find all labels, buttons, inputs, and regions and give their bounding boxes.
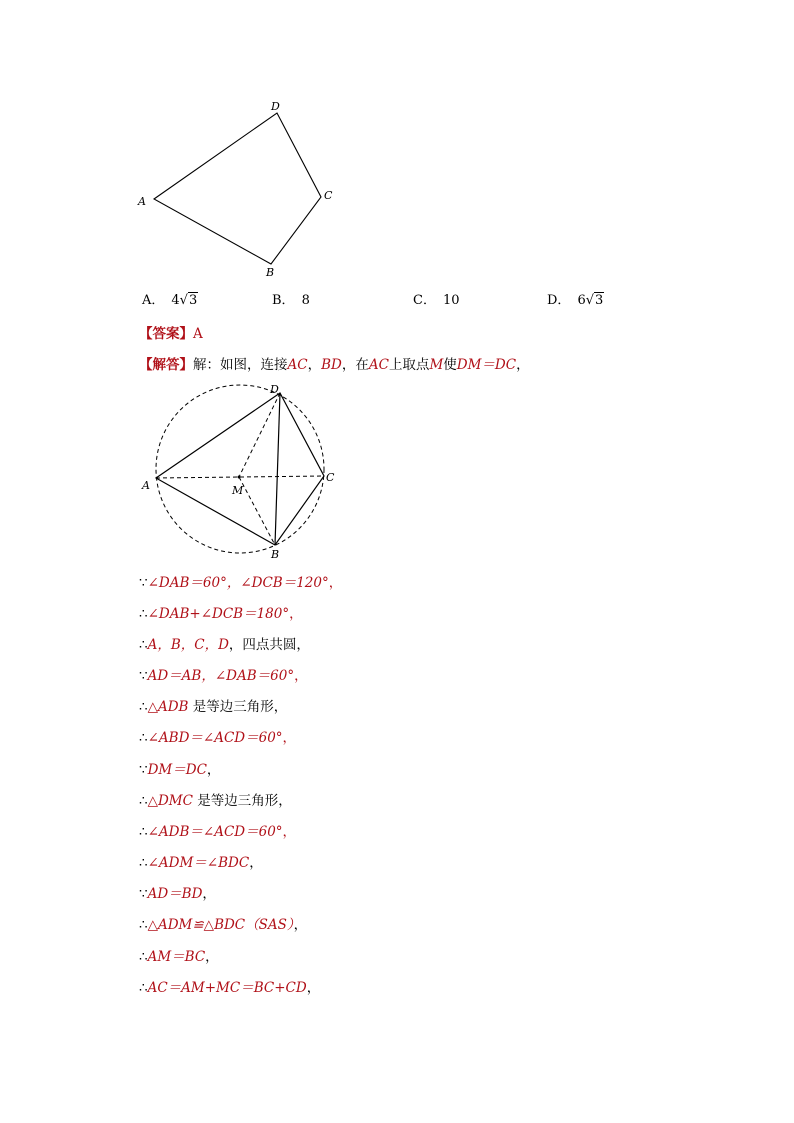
- label-m: M: [232, 484, 244, 497]
- label-b: B: [266, 266, 275, 279]
- label-b: B: [271, 548, 280, 561]
- step-11: ∵AD＝BD，: [139, 886, 216, 902]
- option-c: C． 10: [413, 293, 460, 308]
- option-d: D． 6√3: [547, 293, 604, 308]
- circumcircle: [156, 385, 324, 553]
- step-13: ∴AM＝BC，: [139, 949, 219, 965]
- sqrt-symbol: √3: [585, 293, 604, 308]
- point-m: [238, 476, 241, 479]
- step-3: ∴A，B，C，D，四点共圆，: [139, 637, 310, 653]
- quadrilateral-outline: [154, 113, 321, 264]
- step-9: ∴∠ADB＝∠ACD＝60°，: [139, 824, 297, 840]
- circle-figure: [135, 378, 350, 563]
- sqrt-symbol: √3: [179, 293, 198, 308]
- label-c: C: [326, 471, 335, 484]
- step-8: ∴△DMC 是等边三角形，: [139, 793, 292, 809]
- segment-bd: [275, 393, 280, 545]
- step-5: ∴△ADB 是等边三角形，: [139, 699, 288, 715]
- segment-dm: [239, 393, 280, 477]
- step-4: ∵AD＝AB，∠DAB＝60°，: [139, 668, 308, 684]
- label-c: C: [324, 189, 333, 202]
- label-a: A: [138, 195, 146, 208]
- label-a: A: [142, 479, 150, 492]
- option-b: B． 8: [272, 293, 310, 308]
- quadrilateral-figure: [130, 95, 350, 285]
- option-a: A． 4√3: [142, 293, 198, 308]
- step-7: ∵DM＝DC，: [139, 762, 221, 778]
- solution-intro: 【解答】解：如图，连接AC，BD，在AC上取点M使DM＝DC，: [139, 357, 530, 373]
- step-1: ∵∠DAB＝60°，∠DCB＝120°，: [139, 575, 343, 591]
- solution-tag: 【解答】: [139, 357, 193, 373]
- step-2: ∴∠DAB+∠DCB＝180°，: [139, 606, 303, 622]
- step-12: ∴△ADM≌△BDC（SAS），: [139, 917, 308, 933]
- quadrilateral-abcd: [156, 393, 324, 545]
- answer-value: A: [193, 326, 203, 342]
- label-d: D: [270, 383, 279, 396]
- label-d: D: [271, 100, 280, 113]
- answer-tag: 【答案】: [139, 326, 193, 342]
- answer-line: [139, 322, 203, 342]
- step-10: ∴∠ADM＝∠BDC，: [139, 855, 263, 871]
- step-6: ∴∠ABD＝∠ACD＝60°，: [139, 730, 297, 746]
- step-14: ∴AC＝AM+MC＝BC+CD，: [139, 980, 321, 996]
